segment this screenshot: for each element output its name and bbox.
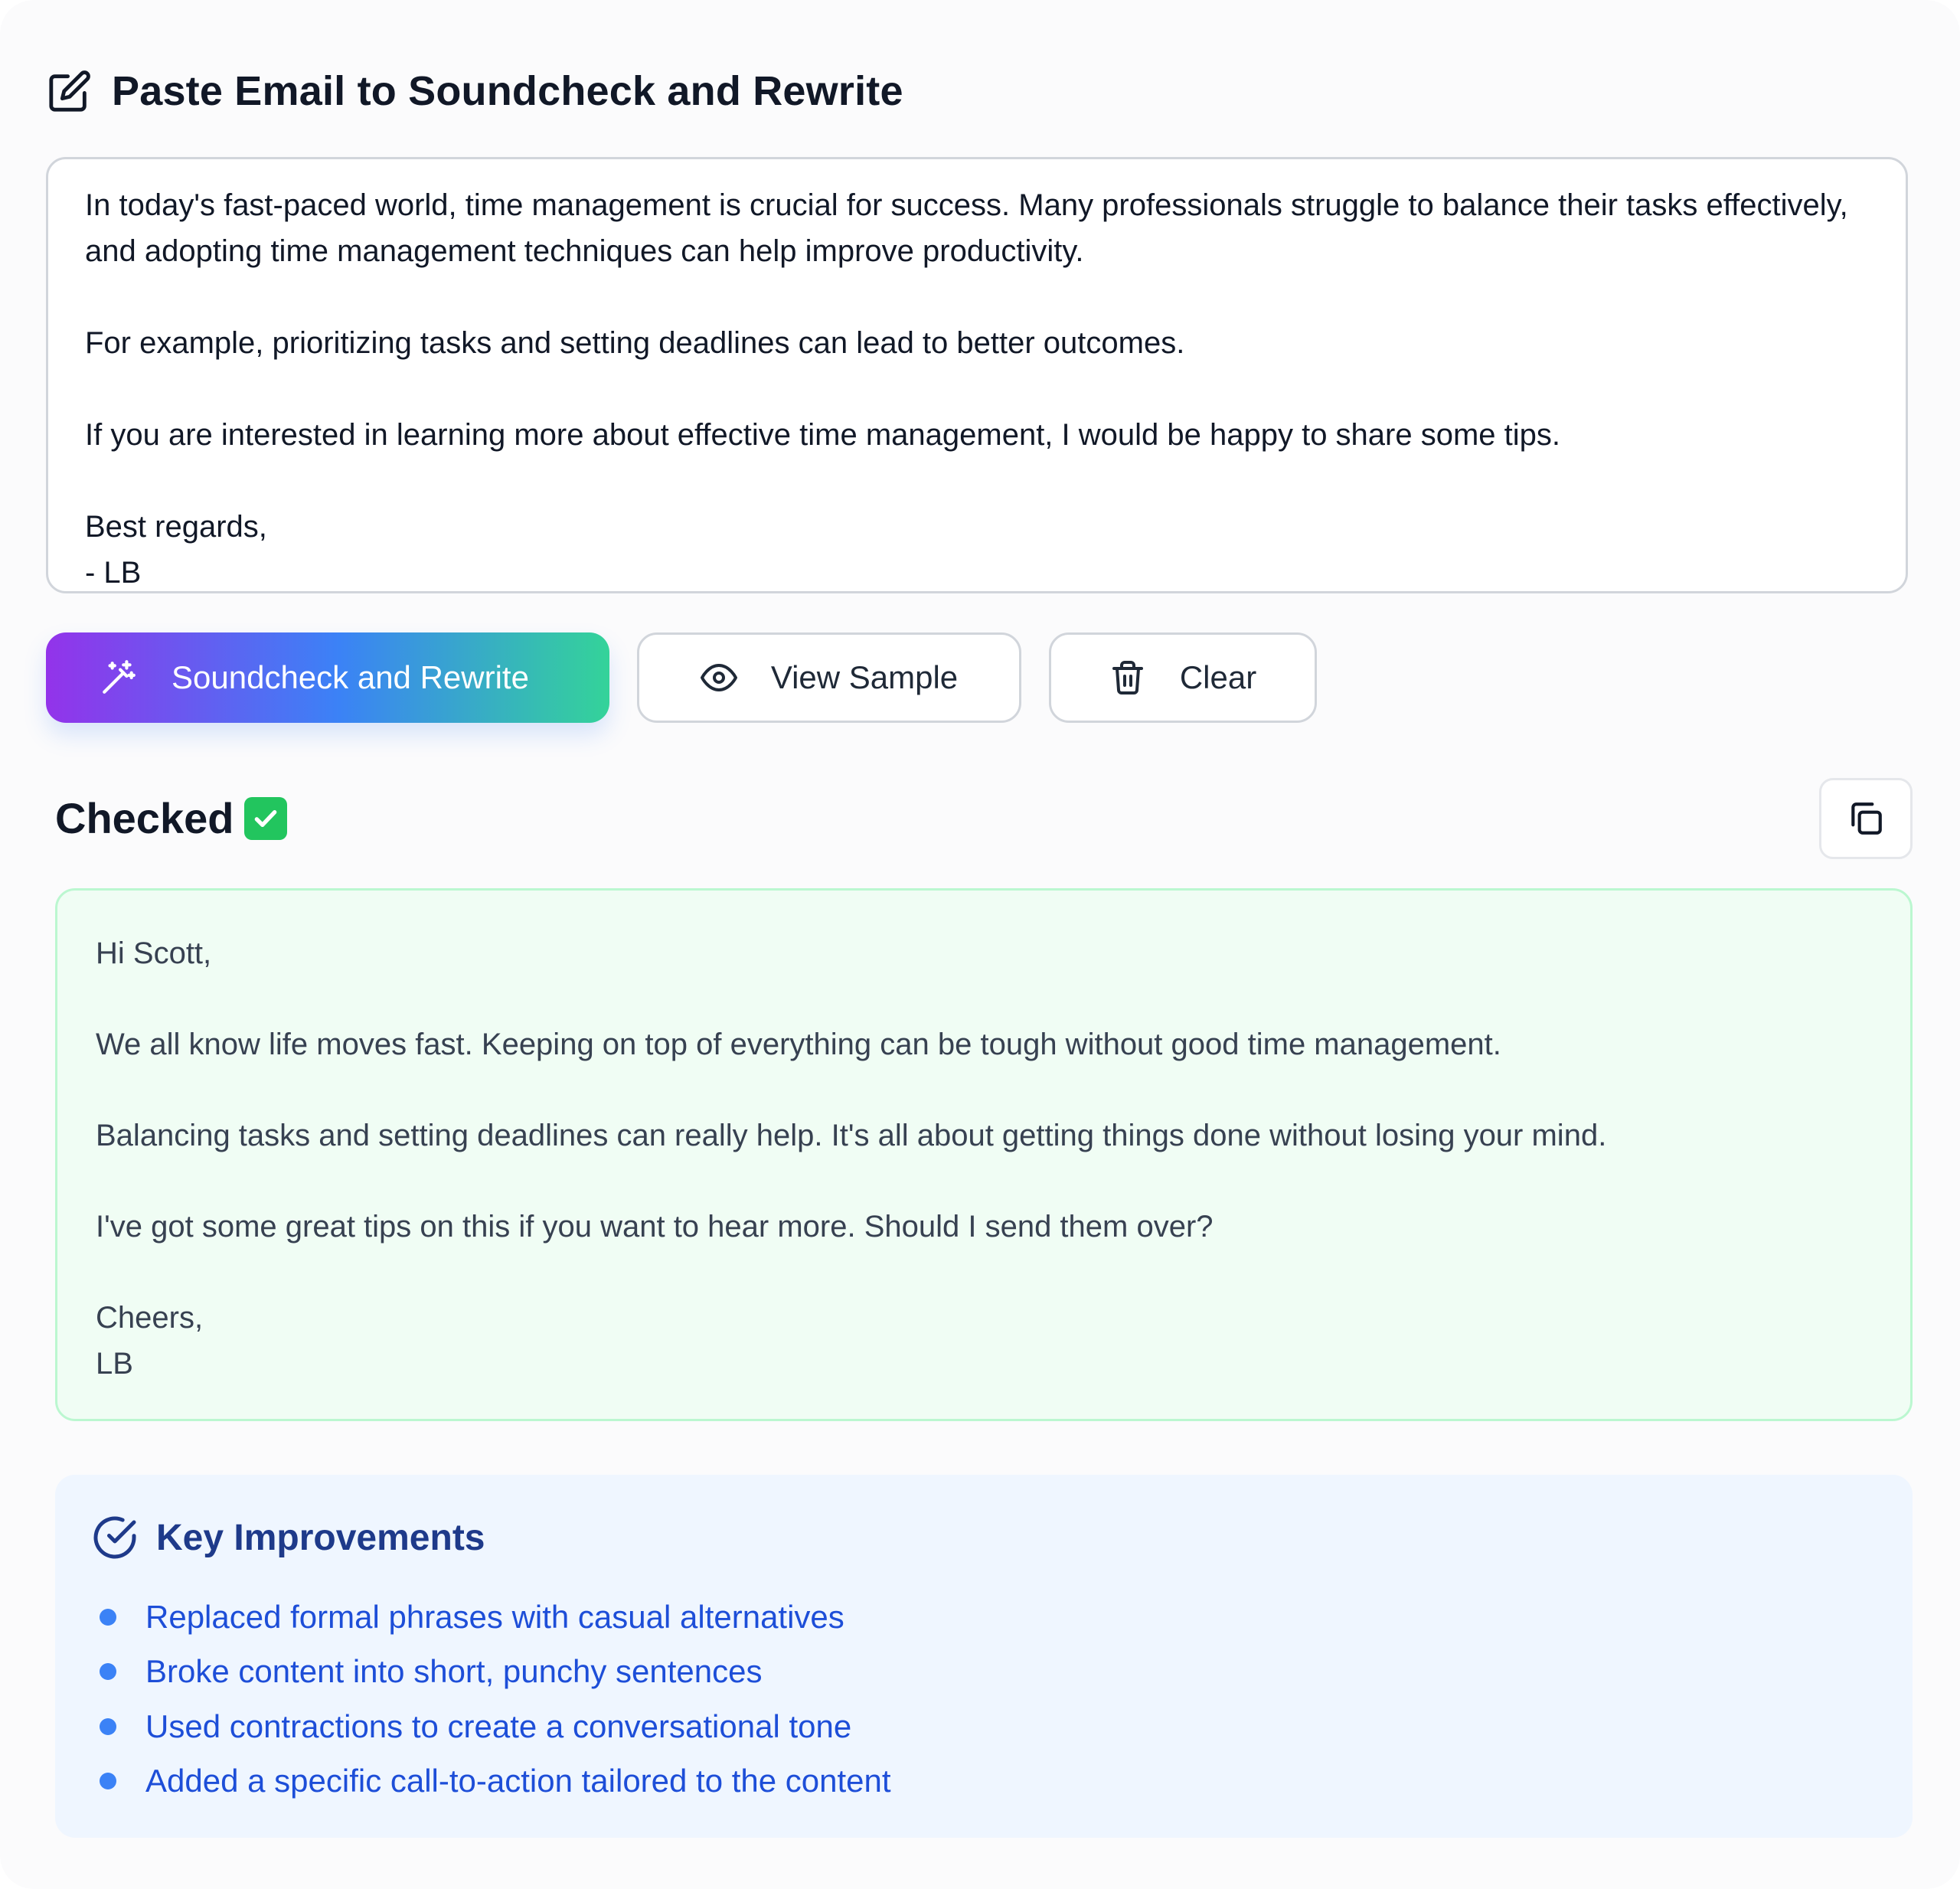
eye-icon <box>701 659 737 696</box>
improvement-text: Used contractions to create a conversational tone <box>145 1708 852 1744</box>
view-sample-label: View Sample <box>770 659 959 695</box>
result-header <box>55 793 287 843</box>
copy-icon <box>1847 799 1885 838</box>
improvement-text: Added a specific call-to-action tailored to the content <box>145 1763 891 1799</box>
soundcheck-rewrite-label: Soundcheck and Rewrite <box>172 659 529 695</box>
page-header <box>47 67 903 115</box>
improvement-text: Broke content into short, punchy sentences <box>145 1653 763 1690</box>
input-paragraph: Best regards, - LB <box>85 510 267 590</box>
output-paragraph: Cheers, <box>96 1301 204 1335</box>
page-title: Paste Email to Soundcheck and Rewrite <box>112 68 903 114</box>
key-improvements-panel <box>55 1475 1913 1838</box>
key-improvements-header <box>92 1515 1876 1561</box>
list-item <box>92 1699 1876 1754</box>
result-title: Checked <box>55 794 234 842</box>
rewritten-email <box>55 888 1913 1421</box>
improvement-text: Replaced formal phrases with casual alternatives <box>145 1598 844 1635</box>
output-paragraph: Hi Scott, <box>96 936 212 970</box>
output-paragraph: LB <box>96 1347 133 1381</box>
check-circle-icon <box>92 1515 138 1561</box>
list-item <box>92 1645 1876 1700</box>
view-sample-button[interactable] <box>637 632 1021 723</box>
list-item <box>92 1590 1876 1645</box>
bullet-icon <box>100 1663 116 1680</box>
input-paragraph: If you are interested in learning more about effective time management, I would be happy to share some tips. <box>85 418 1561 452</box>
magic-wand-icon <box>100 659 138 697</box>
key-improvements-title: Key Improvements <box>156 1517 485 1558</box>
input-paragraph: For example, prioritizing tasks and setting deadlines can lead to better outcomes. <box>85 326 1185 360</box>
soundcheck-rewrite-button[interactable] <box>46 632 609 723</box>
output-paragraph: Balancing tasks and setting deadlines can really help. It's all about getting things done without losing your mind. <box>96 1119 1607 1152</box>
improvements-list <box>92 1590 1876 1809</box>
copy-button[interactable] <box>1819 778 1913 859</box>
bullet-icon <box>100 1773 116 1789</box>
bullet-icon <box>100 1718 116 1735</box>
trash-icon <box>1109 659 1146 696</box>
bullet-icon <box>100 1609 116 1626</box>
clear-label: Clear <box>1179 659 1257 695</box>
list-item <box>92 1754 1876 1809</box>
input-paragraph: In today's fast-paced world, time management is crucial for success. Many professionals struggle to balance their tasks effectively, and adopting time management techniques can help improve productivity. <box>85 188 1857 268</box>
output-paragraph: We all know life moves fast. Keeping on top of everything can be tough without good time management. <box>96 1028 1501 1061</box>
output-paragraph: I've got some great tips on this if you want to hear more. Should I send them over? <box>96 1210 1214 1244</box>
clear-button[interactable] <box>1049 632 1317 723</box>
edit-icon <box>47 69 92 113</box>
check-mark-icon <box>244 797 287 840</box>
email-input[interactable] <box>46 157 1908 593</box>
